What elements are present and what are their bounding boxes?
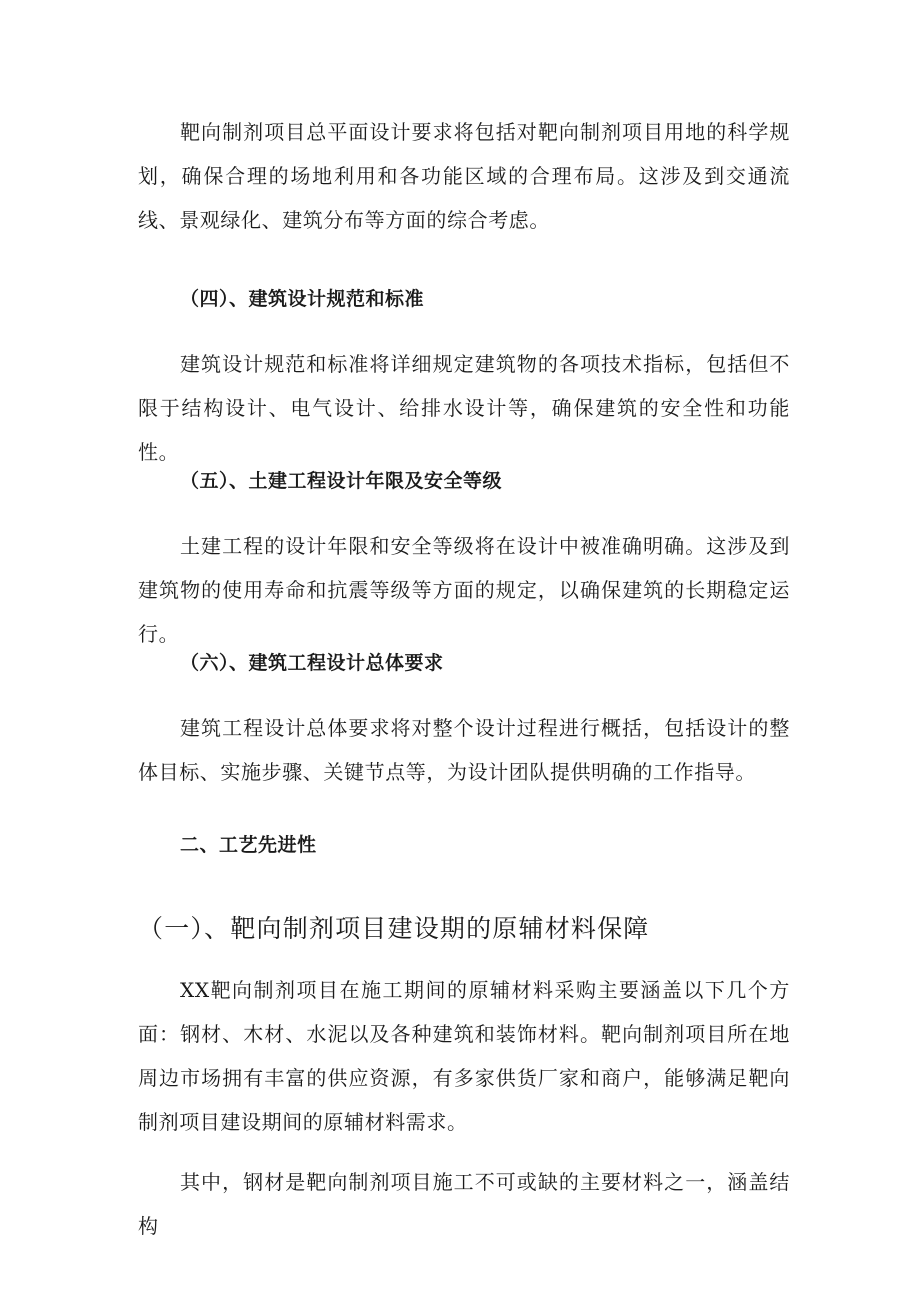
paragraph-raw-material-supply: XX靶向制剂项目在施工期间的原辅材料采购主要涵盖以下几个方面：钢材、木材、水泥以及各种建筑和装饰材料。靶向制剂项目所在地周边市场拥有丰富的供应资源，有多家供货厂家和商户，能够满足靶向制剂项目建设期间的原辅材料需求。 [138, 978, 790, 1134]
paragraph-civil-design-life: 土建工程的设计年限和安全等级将在设计中被准确明确。这涉及到建筑物的使用寿命和抗震等级等方面的规定，以确保建筑的长期稳定运行。 [138, 534, 790, 646]
paragraph-site-plan: 靶向制剂项目总平面设计要求将包括对靶向制剂项目用地的科学规划，确保合理的场地利用和各功能区域的合理布局。这涉及到交通流线、景观绿化、建筑分布等方面的综合考虑。 [138, 120, 790, 232]
paragraph-overall-requirements: 建筑工程设计总体要求将对整个设计过程进行概括，包括设计的整体目标、实施步骤、关键节点等，为设计团队提供明确的工作指导。 [138, 716, 790, 784]
heading-raw-material-supply: （一）、靶向制剂项目建设期的原辅材料保障 [138, 914, 650, 943]
heading-civil-design-life: （五）、土建工程设计年限及安全等级 [180, 470, 503, 492]
paragraph-building-standards: 建筑设计规范和标准将详细规定建筑物的各项技术指标，包括但不限于结构设计、电气设计、给排水设计等，确保建筑的安全性和功能性。 [138, 352, 790, 464]
heading-process-advancement: 二、工艺先进性 [180, 834, 317, 856]
paragraph-steel: 其中，钢材是靶向制剂项目施工不可或缺的主要材料之一，涵盖结构 [138, 1170, 790, 1238]
heading-overall-requirements: （六）、建筑工程设计总体要求 [180, 652, 444, 674]
heading-building-standards: （四）、建筑设计规范和标准 [180, 288, 425, 310]
